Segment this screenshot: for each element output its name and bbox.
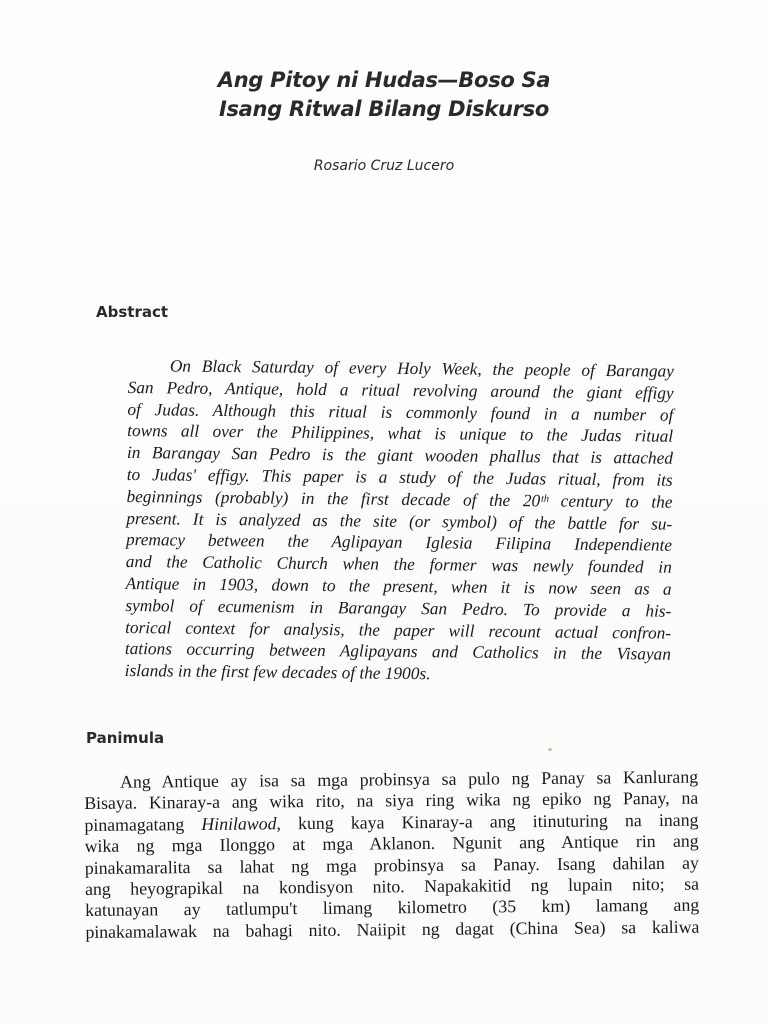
abstract-line: beginnings (probably) in the first decade of the 20ᵗʰ century to the: [126, 486, 673, 512]
abstract-line: symbol of ecumenism in Barangay San Pedro. To provide a his-: [125, 595, 672, 621]
author-name: Rosario Cruz Lucero: [313, 158, 455, 174]
paper-title: [0, 66, 768, 124]
abstract-line: present. It is analyzed as the site (or symbol) of the battle for su-: [126, 508, 673, 534]
panimula-body: [84, 767, 699, 944]
abstract-line: Antique in 1903, down to the present, when it is now seen as a: [125, 573, 672, 599]
italic-term: Hinilawod: [201, 813, 277, 834]
body-line: pinakamalawak na bahagi nito. Naiipit ng dagat (China Sea) sa kaliwa: [85, 916, 700, 942]
abstract-line: tations occurring between Aglipayans and Catholics in the Visayan: [124, 639, 671, 665]
title-line-2: Isang Ritwal Bilang Diskurso: [218, 97, 550, 121]
title-line-1: Ang Pitoy ni Hudas—Boso Sa: [217, 68, 551, 92]
body-line: pinakamaralita sa lahat ng mga probinsya sa Panay. Isang dahilan ay: [84, 852, 699, 878]
abstract-line: San Pedro, Antique, hold a ritual revolving around the giant effigy: [127, 377, 674, 403]
abstract-line: torical context for analysis, the paper will recount actual confron-: [125, 617, 672, 643]
abstract-line: premacy between the Aglipayan Iglesia Filipina Independiente: [125, 530, 673, 556]
body-line: wika ng mga Ilonggo at mga Aklanon. Ngunit ang Antique rin ang: [84, 830, 699, 857]
body-line: katunayan ay tatlumpu't limang kilometro (35 km) lamang ang: [85, 895, 700, 921]
abstract-line: and the Catholic Church when the former was newly founded in: [125, 552, 672, 577]
abstract-body: [125, 355, 674, 688]
body-line: ang heyograpikal na kondisyon nito. Napakakitid ng lupain nito; sa: [84, 873, 700, 900]
body-line: Ang Antique ay isa sa mga probinsya sa pulo ng Panay sa Kanlurang: [119, 766, 699, 792]
body-line: pinamagatang Hinilawod, kung kaya Kinaray-a ang itinuturing na inang: [84, 809, 699, 835]
abstract-line: in Barangay San Pedro is the giant wooden phallus that is attached: [126, 443, 674, 468]
abstract-line: to Judas' effigy. This paper is a study of the Judas ritual, from its: [126, 464, 673, 490]
abstract-line: towns all over the Philippines, what is unique to the Judas ritual: [127, 421, 674, 447]
abstract-line: On Black Saturday of every Holy Week, the people of Barangay: [169, 356, 674, 381]
abstract-line: of Judas. Although this ritual is commonly found in a number of: [127, 399, 674, 425]
abstract-line: islands in the first few decades of the 1900s.: [124, 661, 431, 684]
abstract-heading: Abstract: [96, 303, 169, 321]
paper-speck: [548, 748, 552, 751]
body-line: Bisaya. Kinaray-a ang wika rito, na siya ring wika ng epiko ng Panay, na: [84, 788, 699, 814]
panimula-heading: Panimula: [86, 729, 165, 747]
